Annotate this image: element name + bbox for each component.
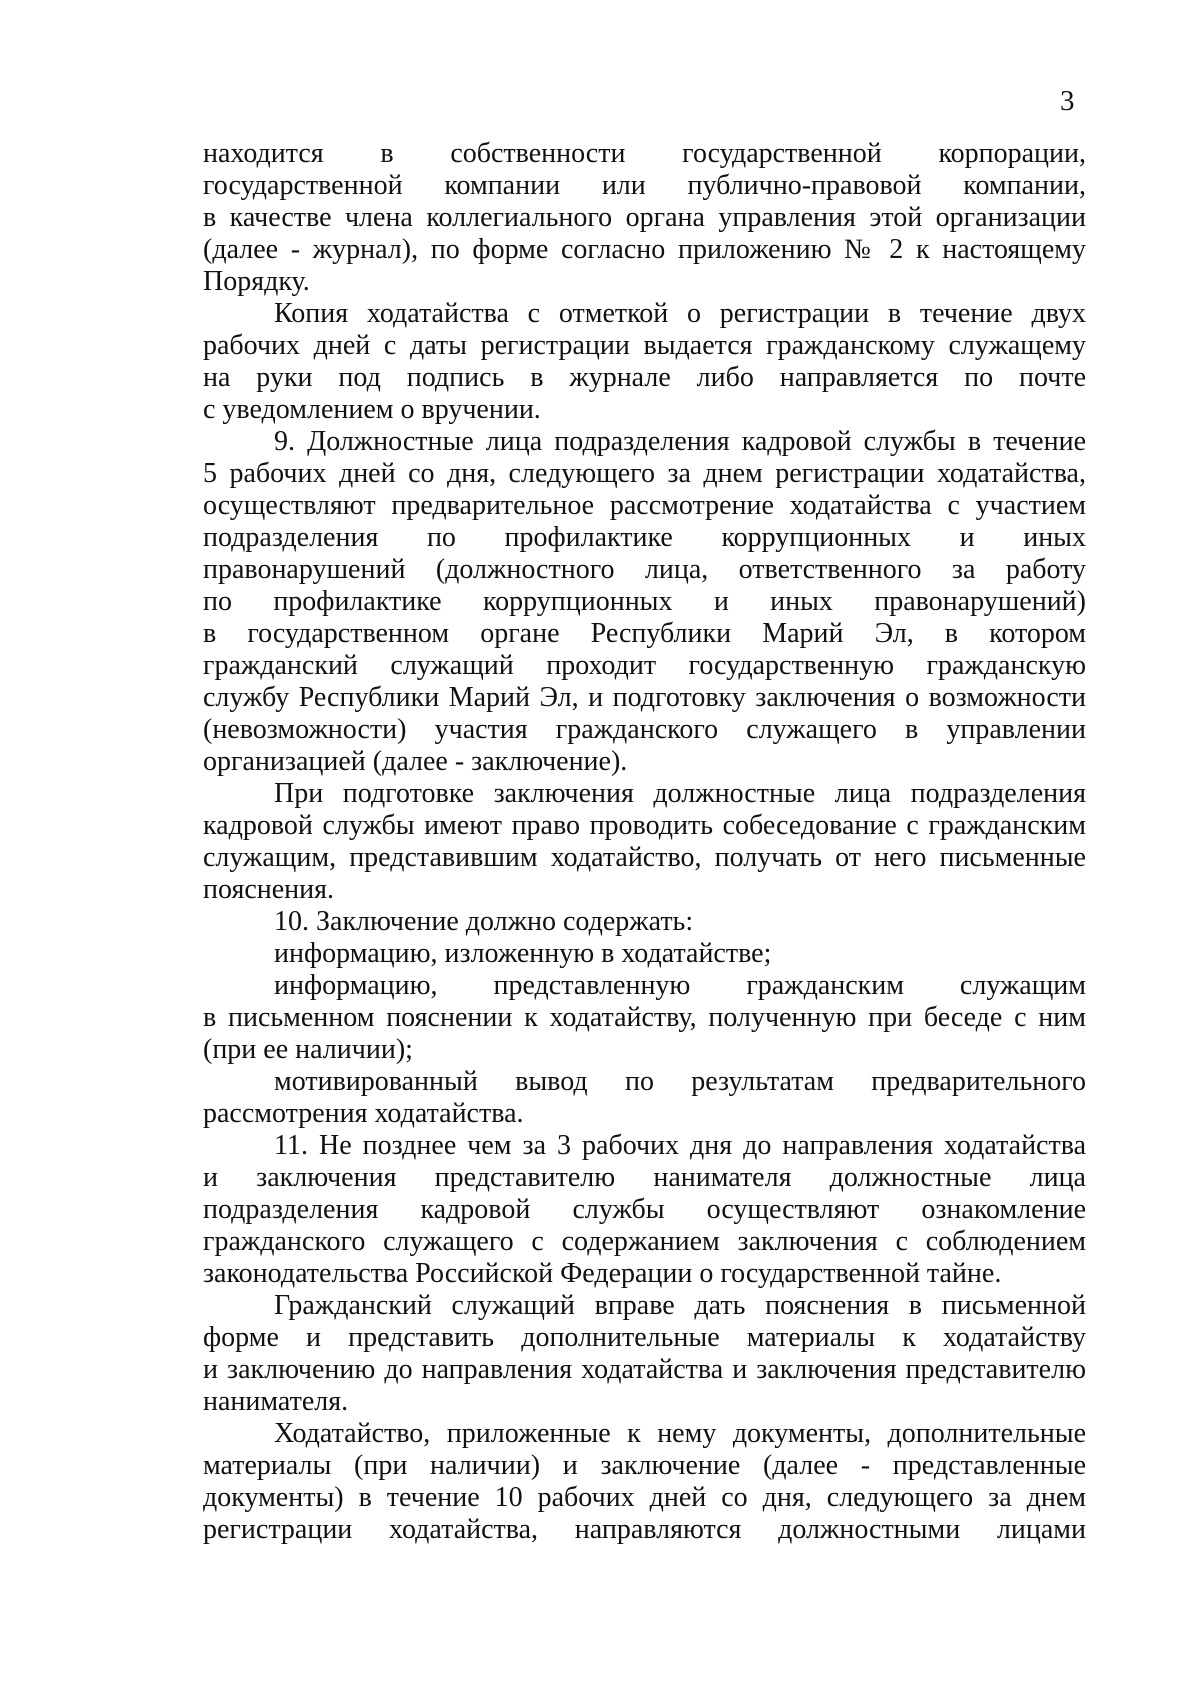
- text-line: (невозможности) участия гражданского служащего в управлении: [203, 714, 1086, 745]
- text-line: рассмотрения ходатайства.: [203, 1098, 524, 1129]
- text-line: 9. Должностные лица подразделения кадровой службы в течение: [274, 426, 1086, 457]
- text-line: нанимателя.: [203, 1386, 349, 1417]
- text-line: (далее - журнал), по форме согласно приложению № 2 к настоящему: [203, 234, 1086, 265]
- text-line: подразделения кадровой службы осуществляют ознакомление: [203, 1194, 1086, 1225]
- text-line: на руки под подпись в журнале либо направляется по почте: [203, 362, 1086, 393]
- text-line: Ходатайство, приложенные к нему документы, дополнительные: [274, 1418, 1086, 1449]
- text-line: 5 рабочих дней со дня, следующего за днем регистрации ходатайства,: [203, 458, 1086, 489]
- text-line: информацию, представленную гражданским служащим: [274, 970, 1086, 1001]
- text-line: подразделения по профилактике коррупционных и иных: [203, 522, 1086, 553]
- page-number: 3: [1060, 85, 1075, 117]
- text-line: 11. Не позднее чем за 3 рабочих дня до направления ходатайства: [274, 1130, 1086, 1161]
- text-line: 10. Заключение должно содержать:: [274, 906, 694, 937]
- text-line: Копия ходатайства с отметкой о регистрации в течение двух: [274, 298, 1086, 329]
- text-line: мотивированный вывод по результатам предварительного: [274, 1066, 1086, 1097]
- text-line: (при ее наличии);: [203, 1034, 413, 1065]
- text-line: Порядку.: [203, 266, 310, 297]
- text-line: осуществляют предварительное рассмотрение ходатайства с участием: [203, 490, 1086, 521]
- text-line: и заключения представителю нанимателя должностные лица: [203, 1162, 1086, 1193]
- text-line: правонарушений (должностного лица, ответственного за работу: [203, 554, 1086, 585]
- text-line: документы) в течение 10 рабочих дней со дня, следующего за днем: [203, 1482, 1086, 1513]
- text-line: рабочих дней с даты регистрации выдается гражданскому служащему: [203, 330, 1086, 361]
- text-line: в письменном пояснении к ходатайству, полученную при беседе с ним: [203, 1002, 1086, 1033]
- text-line: материалы (при наличии) и заключение (далее - представленные: [203, 1450, 1086, 1481]
- text-line: по профилактике коррупционных и иных правонарушений): [203, 586, 1086, 617]
- text-line: Гражданский служащий вправе дать пояснения в письменной: [274, 1290, 1086, 1321]
- text-line: находится в собственности государственной корпорации,: [203, 138, 1086, 169]
- text-line: регистрации ходатайства, направляются должностными лицами: [203, 1514, 1086, 1545]
- text-line: При подготовке заключения должностные лица подразделения: [274, 778, 1086, 809]
- text-line: служащим, представившим ходатайство, получать от него письменные: [203, 842, 1086, 873]
- text-line: и заключению до направления ходатайства и заключения представителю: [203, 1354, 1086, 1385]
- text-line: гражданского служащего с содержанием заключения с соблюдением: [203, 1226, 1086, 1257]
- text-line: пояснения.: [203, 874, 335, 905]
- text-line: службу Республики Марий Эл, и подготовку заключения о возможности: [203, 682, 1086, 713]
- text-line: информацию, изложенную в ходатайстве;: [274, 938, 772, 969]
- document-body: [203, 138, 1086, 1546]
- text-line: в государственном органе Республики Марий Эл, в котором: [203, 618, 1086, 649]
- text-line: государственной компании или публично-правовой компании,: [203, 170, 1086, 201]
- text-line: кадровой службы имеют право проводить собеседование с гражданским: [203, 810, 1086, 841]
- text-line: организацией (далее - заключение).: [203, 746, 628, 777]
- text-line: гражданский служащий проходит государственную гражданскую: [203, 650, 1086, 681]
- text-line: в качестве члена коллегиального органа управления этой организации: [203, 202, 1086, 233]
- text-line: форме и представить дополнительные материалы к ходатайству: [203, 1322, 1086, 1353]
- text-line: законодательства Российской Федерации о государственной тайне.: [203, 1258, 1002, 1289]
- text-line: с уведомлением о вручении.: [203, 394, 541, 425]
